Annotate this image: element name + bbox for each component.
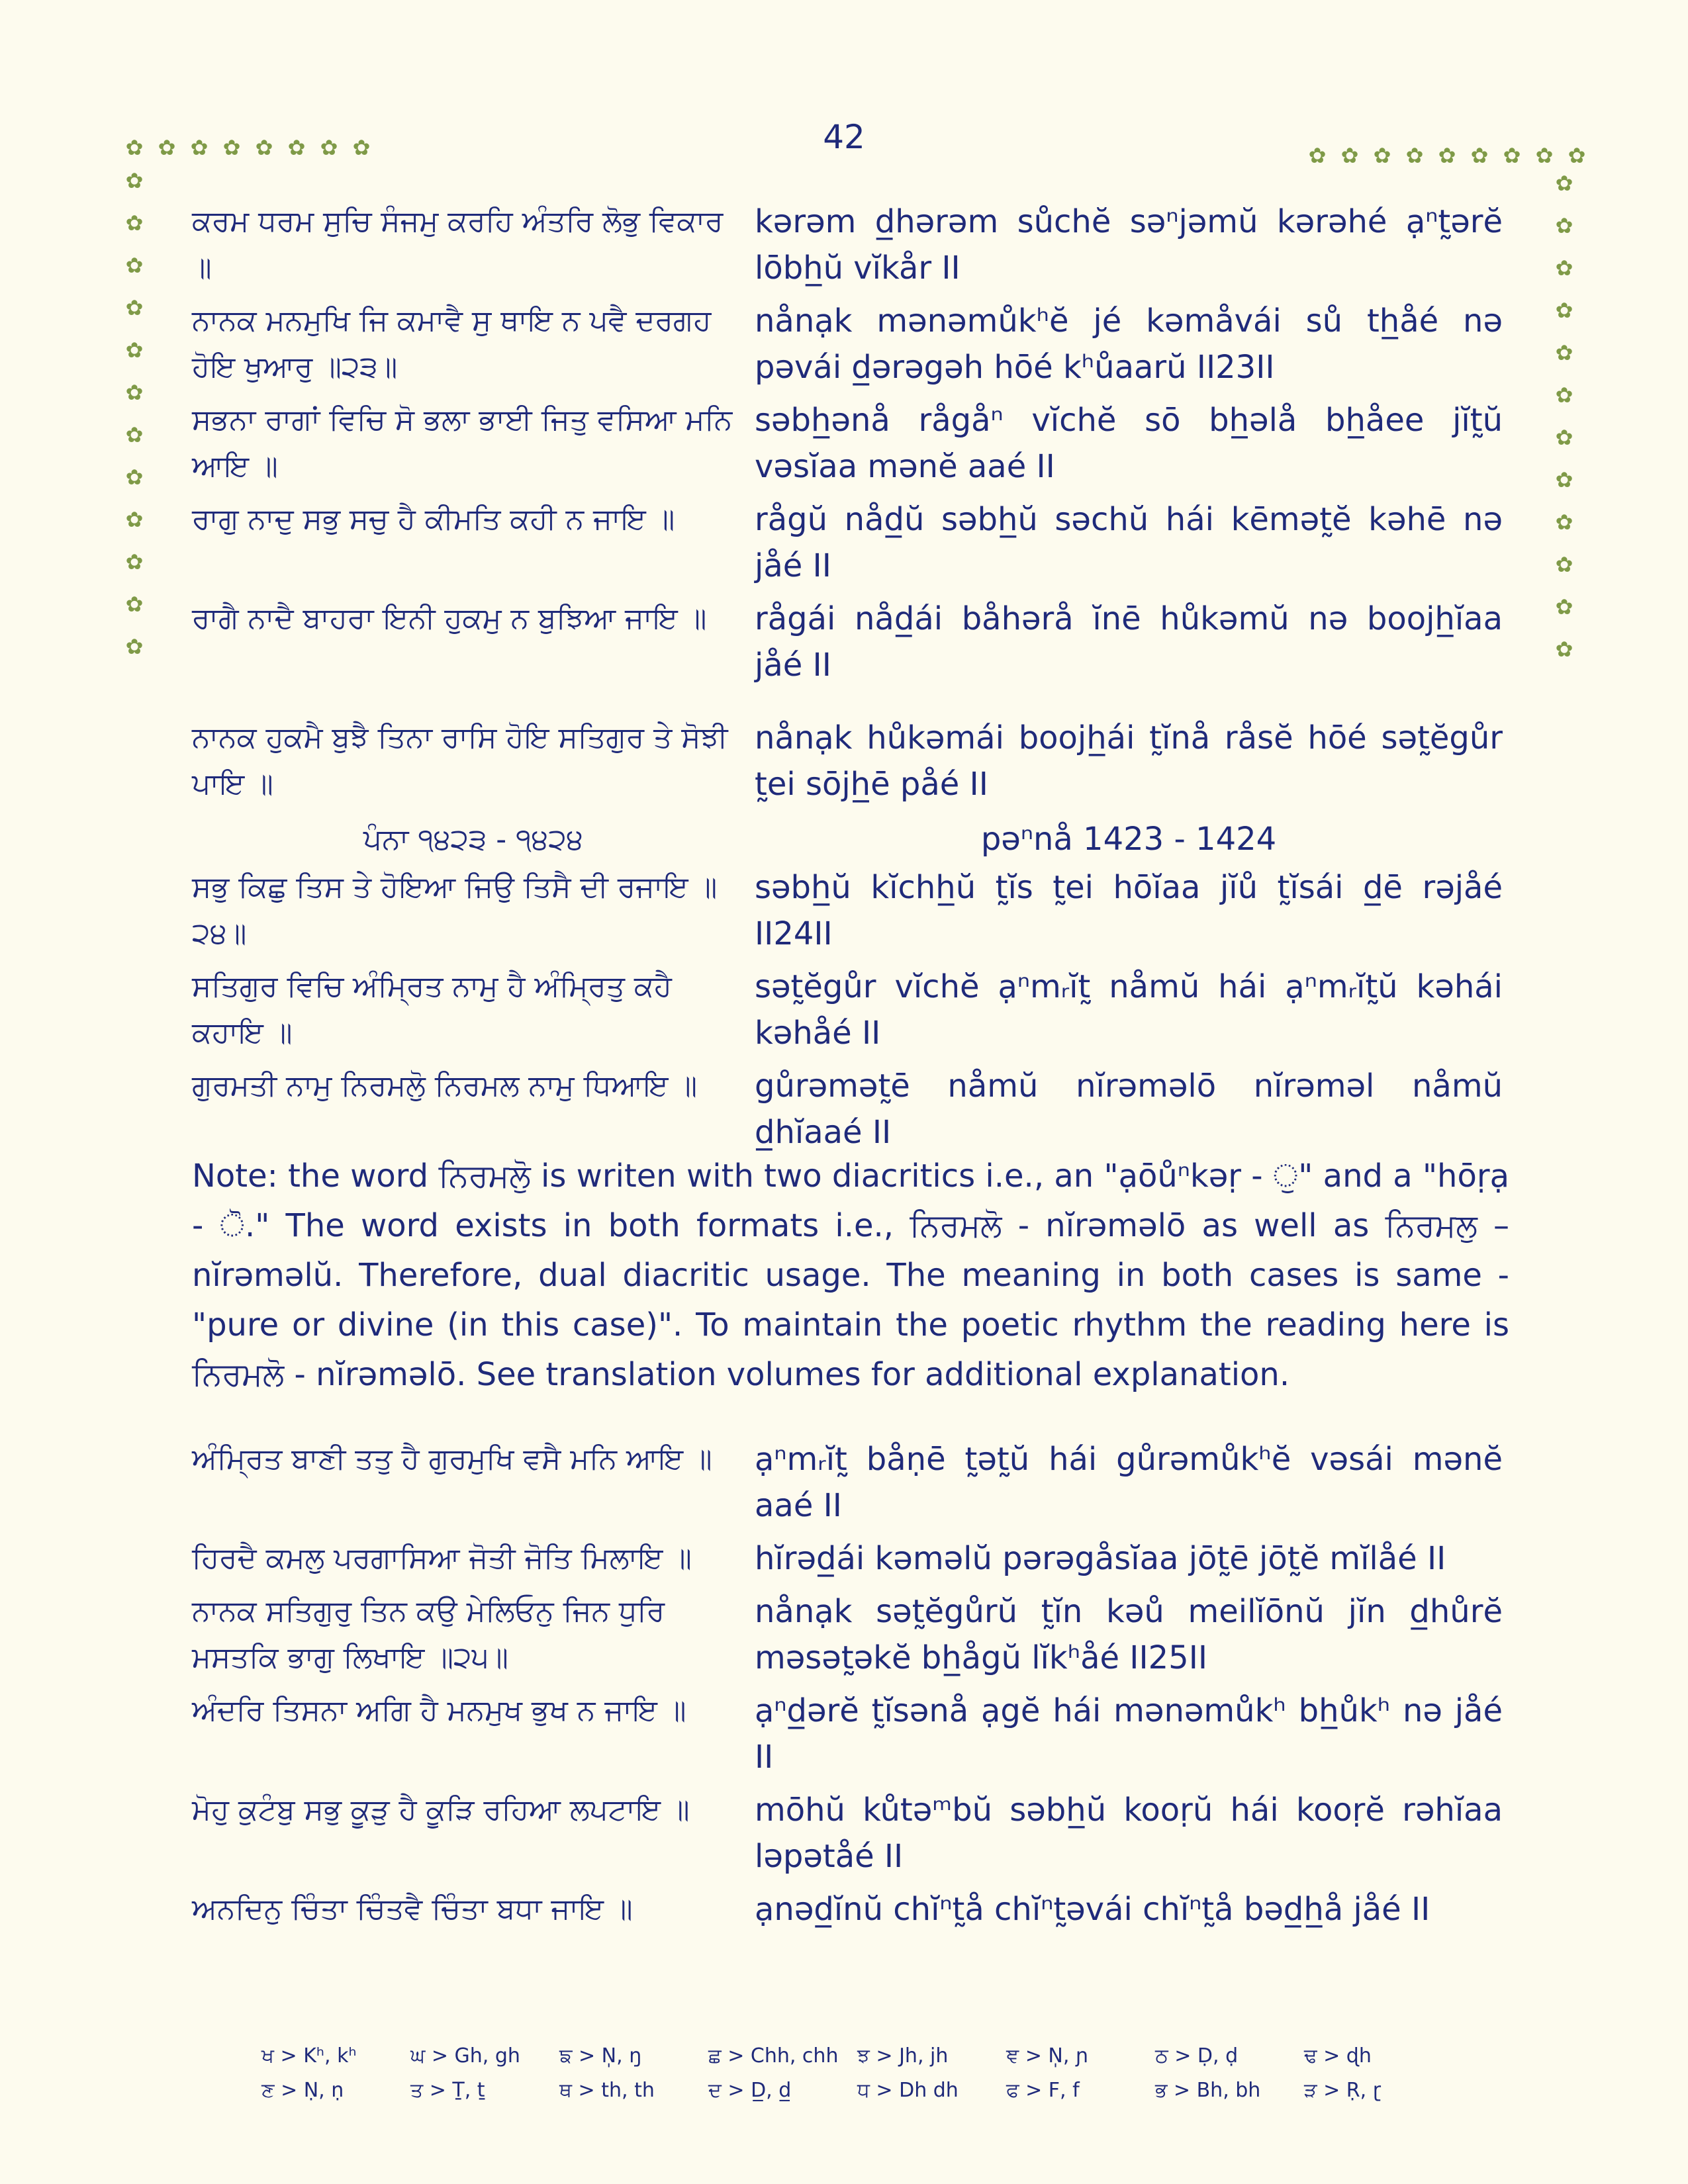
flower-ornament-icon: ✿ [1555, 383, 1573, 408]
transliteration-line: gůrəmət̰ē nåmŭ nĭrəməlō nĭrəməl nåmŭ d̲hĭaaé II [755, 1068, 1503, 1151]
flower-ornament-icon: ✿ [1568, 143, 1586, 168]
gurmukhi-line: ਨਾਨਕ ਸਤਿਗੁਰੁ ਤਿਨ ਕਉ ਮੇਲਿਓਨੁ ਜਿਨ ਧੁਰਿ ਮਸਤਕਿ ਭਾਗੁ ਲਿਖਾਇ ॥੨੫॥ [192, 1594, 665, 1674]
flower-ornament-icon: ✿ [125, 634, 144, 659]
legend-entry: ਝ > Jh, jh [857, 2044, 949, 2068]
note-paragraph: Note: the word ਨਿਰਮਲੋੁ is writen with two diacritics i.e., an "ạōůⁿkəṛ - ੁ" and a "hōṛạ - ੋ." The word exists in both formats i.e., ਨਿਰਮਲੋ - nĭrəməlō as well as ਨਿਰਮਲੁ – nĭrəməlŭ. Therefore, dual diacritic usage. The meaning in both cases is same - "pure or divine (in this case)". To maintain the poetic rhythm the reading here is ਨਿਰਮਲੋ - nĭrəməlō. See translation volumes for additional explanation. [192, 1158, 1509, 1393]
flower-ornament-icon: ✿ [1308, 143, 1327, 168]
gurmukhi-line: ਅੰਮ੍ਰਿਤ ਬਾਣੀ ਤਤੁ ਹੈ ਗੁਰਮੁਖਿ ਵਸੈ ਮਨਿ ਆਇ ॥ [192, 1442, 712, 1476]
verse-row [192, 1886, 1516, 1939]
flower-ornament-icon: ✿ [125, 380, 144, 405]
flower-ornament-icon: ✿ [1503, 143, 1521, 168]
gurmukhi-line: ਨਾਨਕ ਮਨਮੁਖਿ ਜਿ ਕਮਾਵੈ ਸੁ ਥਾਇ ਨ ਪਵੈ ਦਰਗਹ ਹੋਇ ਖੁਆਰੁ ॥੨੩॥ [192, 304, 712, 384]
legend-entry: ੜ > Ṛ, ɽ [1304, 2078, 1382, 2102]
gurmukhi-line: ਕਰਮ ਧਰਮ ਸੁਚਿ ਸੰਜਮੁ ਕਰਹਿ ਅੰਤਰਿ ਲੋਭੁ ਵਿਕਾਰ ॥ [192, 205, 724, 285]
flower-ornament-icon: ✿ [1340, 143, 1359, 168]
verse-section-3 [192, 1436, 1516, 1939]
transliteration-line: ạⁿmᵣĭt̰ båṇē t̰ət̰ŭ hái gůrəmůkʰĕ vəsái mənĕ aaé II [755, 1441, 1503, 1524]
verse-row [192, 1063, 1516, 1162]
verse-row [192, 1688, 1516, 1787]
transliteration-line: rågái nåd̲ái båhərå ĭnē hůkəmŭ nə boojh̲ĭaa jåé II [755, 600, 1503, 684]
flower-ornament-icon: ✿ [158, 135, 176, 160]
verse-row [192, 864, 1516, 964]
flower-ornament-icon: ✿ [125, 465, 144, 490]
flower-ornament-icon: ✿ [1438, 143, 1456, 168]
legend-entry: ਙ > N̩, ŋ [559, 2044, 642, 2068]
gurmukhi-line: ਗੁਰਮਤੀ ਨਾਮੁ ਨਿਰਮਲੋੁ ਨਿਰਮਲ ਨਾਮੁ ਧਿਆਇ ॥ [192, 1069, 698, 1103]
gurmukhi-line: ਰਾਗੈ ਨਾਦੈ ਬਾਹਰਾ ਇਨੀ ਹੁਕਮੁ ਨ ਬੁਝਿਆ ਜਾਇ ॥ [192, 602, 707, 635]
flower-ornament-icon: ✿ [190, 135, 209, 160]
transliteration-legend [261, 2038, 1453, 2107]
verse-row [192, 1787, 1516, 1886]
legend-row [261, 2038, 1453, 2073]
gurmukhi-line: ਹਿਰਦੈ ਕਮਲੁ ਪਰਗਾਸਿਆ ਜੋਤੀ ਜੋਤਿ ਮਿਲਾਇ ॥ [192, 1541, 692, 1575]
transliteration-line: mōhŭ kůtəᵐbŭ səbh̲ŭ kooṛŭ hái kooṛĕ rəhĭaa ləpətåé II [755, 1792, 1503, 1875]
flower-ornament-icon: ✿ [1555, 594, 1573, 619]
flower-ornament-icon: ✿ [125, 592, 144, 617]
verse-row [192, 1436, 1516, 1535]
flower-ornament-icon: ✿ [1555, 340, 1573, 365]
transliteration-line: hĭrəd̲ái kəməlŭ pərəgåsĭaa jōt̰ē jōt̰ĕ mĭlåé II [755, 1540, 1446, 1577]
legend-row [261, 2073, 1453, 2107]
page-reference-row [192, 814, 1516, 864]
transliteration-line: nånạk mənəmůkʰĕ jé kəmåvái sů th̲åé nə pəvái d̲ərəgəh hōé kʰůaarŭ II23II [755, 302, 1503, 386]
gurmukhi-line: ਮੋਹੁ ਕੁਟੰਬੁ ਸਭੁ ਕੂੜੁ ਹੈ ਕੂੜਿ ਰਹਿਆ ਲਪਟਾਇ ॥ [192, 1793, 690, 1827]
flower-ornament-icon: ✿ [352, 135, 371, 160]
legend-entry: ਘ > Gh, gh [410, 2044, 520, 2068]
legend-entry: ਦ > D̲, d̲ [708, 2078, 792, 2102]
transliteration-line: kərəm d̲hərəm sůchĕ səⁿjəmŭ kərəhé ạⁿt̰ərĕ lōbh̲ŭ vĭkår II [755, 203, 1503, 287]
flower-ornament-icon: ✿ [1373, 143, 1391, 168]
legend-entry: ਞ > N̩, ɲ [1006, 2044, 1089, 2068]
verse-row [192, 1535, 1516, 1588]
flower-ornament-icon: ✿ [1405, 143, 1424, 168]
verse-row [192, 1588, 1516, 1688]
page-reference-gurmukhi: ਪੰਨਾ ੧੪੨੩ - ੧੪੨੪ [363, 822, 584, 856]
legend-entry: ਢ > ɖh [1304, 2044, 1372, 2068]
flower-ornament-icon: ✿ [1535, 143, 1554, 168]
flower-ornament-icon: ✿ [1555, 552, 1573, 577]
transliteration-line: nånạk hůkəmái boojh̲ái t̰ĭnå råsĕ hōé sət̰ĕgůr t̰ei sōjh̲ē påé II [755, 719, 1503, 803]
verse-row [192, 397, 1516, 496]
transliteration-line: sət̰ĕgůr vĭchĕ ạⁿmᵣĭt̰ nåmŭ hái ạⁿmᵣĭt̰ŭ kəhái kəhåé II [755, 968, 1503, 1052]
legend-entry: ਤ > Ṯ, ṯ [410, 2078, 485, 2102]
gurmukhi-line: ਸਭੁ ਕਿਛੁ ਤਿਸ ਤੇ ਹੋਇਆ ਜਿਉ ਤਿਸੈ ਦੀ ਰਜਾਇ ॥੨੪॥ [192, 870, 718, 950]
transliteration-line: ạⁿd̲ərĕ t̰ĭsənå ạgĕ hái mənəmůkʰ bh̲ůkʰ nə jåé II [755, 1692, 1503, 1776]
flower-ornament-icon: ✿ [1555, 425, 1573, 450]
flower-ornament-icon: ✿ [1555, 637, 1573, 662]
verse-row [192, 596, 1516, 715]
transliteration-line: ạnəd̲ĭnŭ chĭⁿt̰å chĭⁿt̰əvái chĭⁿt̰å bəd̲h̲å jåé II [755, 1891, 1430, 1928]
flower-ornament-icon: ✿ [125, 168, 144, 193]
legend-entry: ਧ > Dh dh [857, 2078, 959, 2102]
gurmukhi-line: ਅਨਦਿਨੁ ਚਿੰਤਾ ਚਿੰਤਵੈ ਚਿੰਤਾ ਬਧਾ ਜਾਇ ॥ [192, 1892, 633, 1926]
flower-ornament-icon: ✿ [287, 135, 306, 160]
flower-ornament-icon: ✿ [255, 135, 273, 160]
flower-ornament-icon: ✿ [1555, 171, 1573, 196]
flower-ornament-icon: ✿ [125, 549, 144, 574]
gurmukhi-line: ਸਭਨਾ ਰਾਗਾਂ ਵਿਚਿ ਸੋ ਭਲਾ ਭਾਈ ਜਿਤੁ ਵਸਿਆ ਮਨਿ ਆਇ ॥ [192, 403, 733, 483]
gurmukhi-line: ਰਾਗੁ ਨਾਦੁ ਸਭੁ ਸਚੁ ਹੈ ਕੀਮਤਿ ਕਹੀ ਨ ਜਾਇ ॥ [192, 502, 675, 536]
verse-row [192, 715, 1516, 814]
verse-row [192, 964, 1516, 1063]
flower-ornament-icon: ✿ [1555, 510, 1573, 535]
flower-ornament-icon: ✿ [1555, 467, 1573, 492]
flower-ornament-icon: ✿ [1470, 143, 1489, 168]
transliteration-line: səbh̲ənå rågåⁿ vĭchĕ sō bh̲əlå bh̲åee jĭt̰ŭ vəsĭaa mənĕ aaé II [755, 402, 1503, 485]
page-reference-transliteration: pəⁿnå 1423 - 1424 [980, 821, 1277, 858]
legend-entry: ਖ > Kʰ, kʰ [261, 2044, 357, 2068]
transliteration-line: rågŭ nåd̲ŭ səbh̲ŭ səchŭ hái kēmət̰ĕ kəhē nə jåé II [755, 501, 1503, 584]
transliteration-line: səbh̲ŭ kĭchh̲ŭ t̰ĭs t̰ei hōĭaa jĭů t̰ĭsái d̲ē rəjåé II24II [755, 869, 1503, 952]
flower-ornament-icon: ✿ [125, 210, 144, 236]
flower-ornament-icon: ✿ [125, 338, 144, 363]
flower-ornament-icon: ✿ [125, 135, 144, 160]
flower-ornament-icon: ✿ [1555, 298, 1573, 323]
verse-row [192, 496, 1516, 596]
flower-ornament-icon: ✿ [1555, 213, 1573, 238]
gurmukhi-line: ਨਾਨਕ ਹੁਕਮੈ ਬੁਝੈ ਤਿਨਾ ਰਾਸਿ ਹੋਇ ਸਤਿਗੁਰ ਤੇ ਸੋਝੀ ਪਾਇ ॥ [192, 721, 728, 801]
verse-row [192, 199, 1516, 298]
flower-ornament-icon: ✿ [125, 507, 144, 532]
flower-ornament-icon: ✿ [125, 422, 144, 447]
legend-entry: ਭ > Bh, bh [1155, 2078, 1261, 2102]
legend-entry: ਥ > th, th [559, 2078, 655, 2102]
verse-row [192, 298, 1516, 397]
legend-entry: ਫ > F, f [1006, 2078, 1080, 2102]
page-number: 42 [823, 118, 865, 156]
flower-ornament-icon: ✿ [125, 253, 144, 278]
flower-ornament-icon: ✿ [1555, 255, 1573, 281]
gurmukhi-line: ਸਤਿਗੁਰ ਵਿਚਿ ਅੰਮ੍ਰਿਤ ਨਾਮੁ ਹੈ ਅੰਮ੍ਰਿਤੁ ਕਹੈ ਕਹਾਇ ॥ [192, 970, 672, 1050]
gurmukhi-line: ਅੰਦਰਿ ਤਿਸਨਾ ਅਗਿ ਹੈ ਮਨਮੁਖ ਭੁਖ ਨ ਜਾਇ ॥ [192, 1694, 686, 1727]
legend-entry: ਣ > Ṇ, ṇ [261, 2078, 344, 2102]
transliteration-line: nånạk sət̰ĕgůrŭ t̰ĭn kəů meilĭōnŭ jĭn d̲hůrĕ məsət̰əkĕ bh̲ågŭ lĭkʰåé II25II [755, 1593, 1503, 1676]
flower-ornament-icon: ✿ [125, 295, 144, 320]
flower-ornament-icon: ✿ [320, 135, 338, 160]
verse-section-1 [192, 199, 1516, 1162]
flower-ornament-icon: ✿ [222, 135, 241, 160]
legend-entry: ਛ > Chh, chh [708, 2044, 839, 2068]
legend-entry: ਠ > Ḍ, ḍ [1155, 2044, 1239, 2068]
